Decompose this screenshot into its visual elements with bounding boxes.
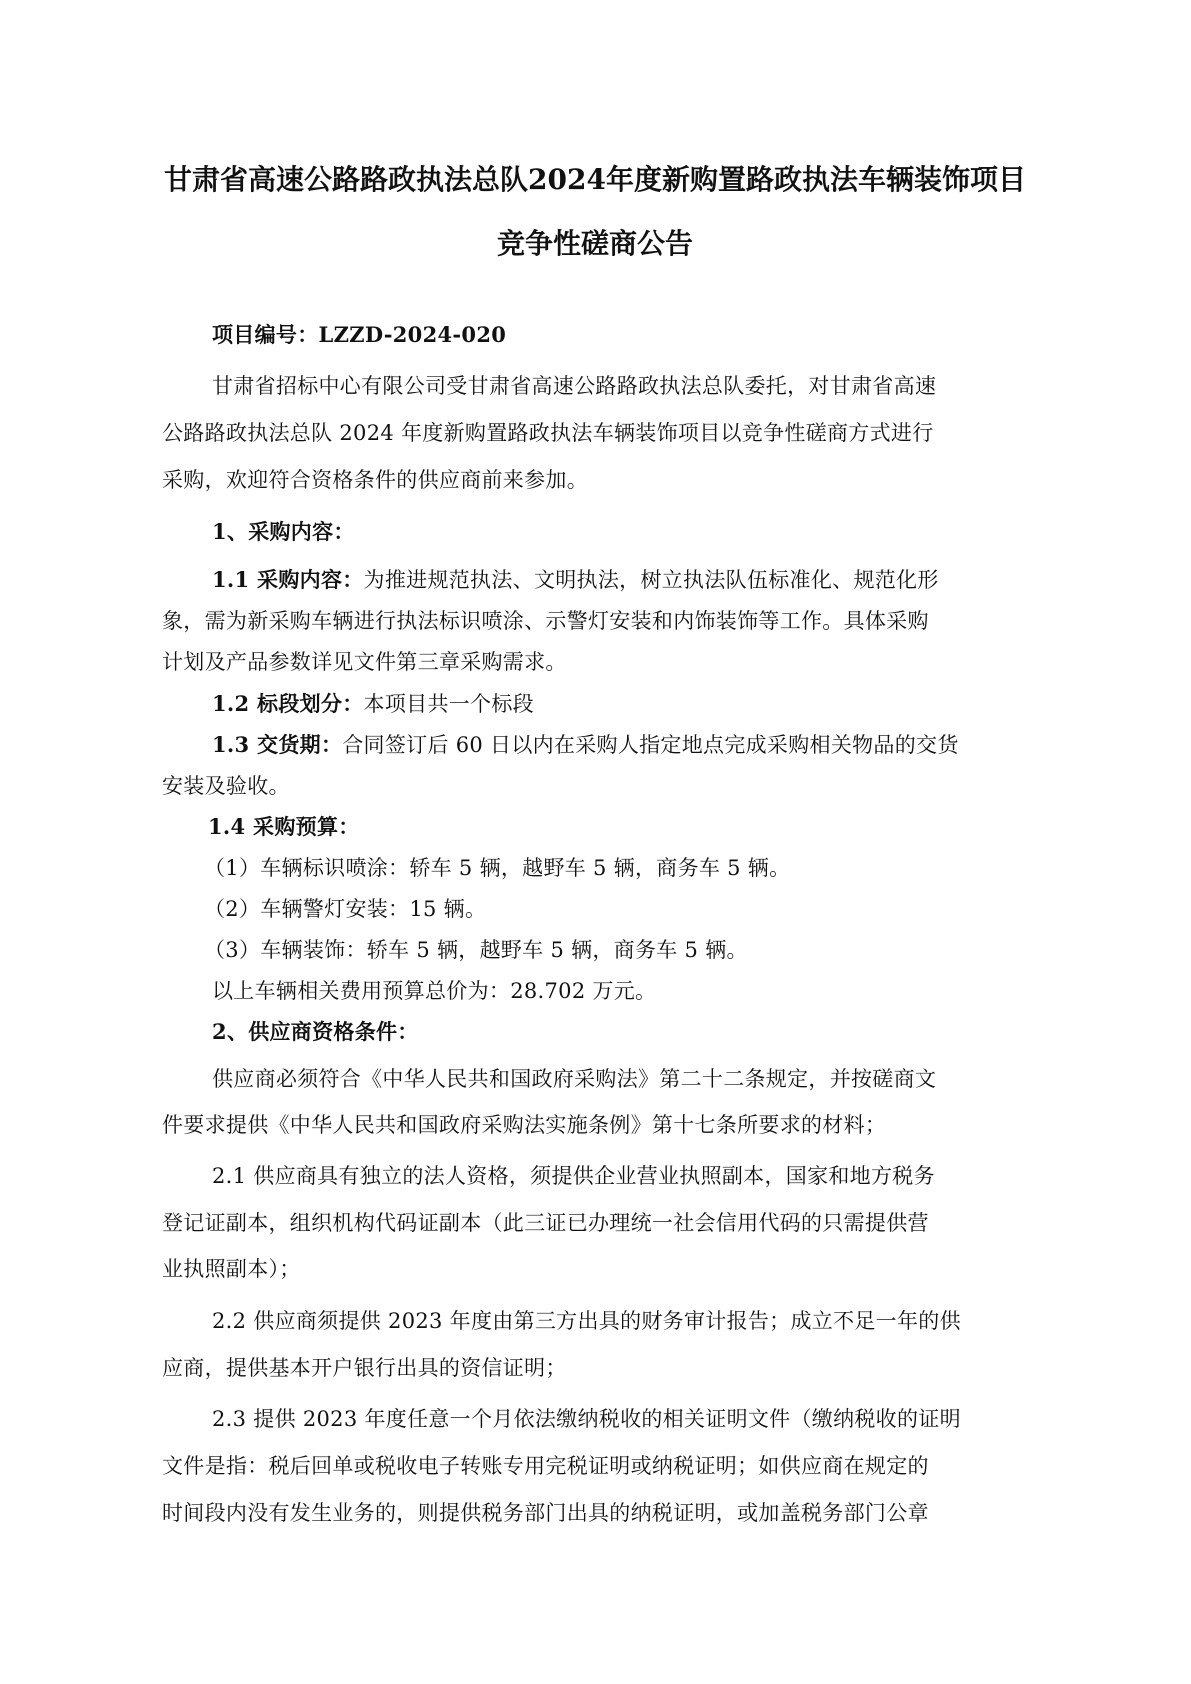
intro-line-1: 甘肃省招标中心有限公司受甘肃省高速公路路政执法总队委托，对甘肃省高速 bbox=[212, 374, 937, 398]
item-1-3-line-2: 安装及验收。 bbox=[162, 774, 290, 798]
section-2-intro-line-1: 供应商必须符合《中华人民共和国政府采购法》第二十二条规定，并按磋商文 bbox=[212, 1067, 937, 1091]
item-2-3-line-2: 文件是指：税后回单或税收电子转账专用完税证明或纳税证明；如供应商在规定的 bbox=[162, 1454, 929, 1478]
item-1-2 bbox=[212, 688, 534, 718]
item-1-1-line-1 bbox=[212, 564, 939, 594]
intro-line-3: 采购，欢迎符合资格条件的供应商前来参加。 bbox=[162, 468, 588, 492]
item-1-4-label: 1.4 采购预算： bbox=[208, 814, 360, 839]
item-1-1-text: 为推进规范执法、文明执法，树立执法队伍标准化、规范化形 bbox=[363, 568, 939, 592]
project-number-label: 项目编号： bbox=[212, 322, 319, 347]
item-2-3-line-1: 2.3 提供 2023 年度任意一个月依法缴纳税收的相关证明文件（缴纳税收的证明 bbox=[212, 1407, 961, 1431]
section-1-heading: 1、采购内容： bbox=[212, 519, 355, 544]
item-2-1-line-1: 2.1 供应商具有独立的法人资格，须提供企业营业执照副本，国家和地方税务 bbox=[212, 1164, 935, 1188]
document-title-line-1: 甘肃省高速公路路政执法总队2024年度新购置路政执法车辆装饰项目 bbox=[164, 163, 1026, 196]
item-2-2-line-2: 应商，提供基本开户银行出具的资信证明； bbox=[162, 1356, 567, 1380]
item-2-1-line-2: 登记证副本，组织机构代码证副本（此三证已办理统一社会信用代码的只需提供营 bbox=[162, 1211, 929, 1235]
section-2-heading: 2、供应商资格条件： bbox=[212, 1019, 419, 1044]
document-title-line-2: 竞争性磋商公告 bbox=[496, 227, 693, 260]
item-1-3-text: 合同签订后 60 日以内在采购人指定地点完成采购相关物品的交货 bbox=[342, 733, 959, 757]
project-number-value: LZZD-2024-020 bbox=[318, 322, 507, 347]
item-1-4-line-4: 以上车辆相关费用预算总价为：28.702 万元。 bbox=[212, 979, 657, 1003]
item-1-2-label: 1.2 标段划分： bbox=[212, 691, 364, 716]
item-1-2-text: 本项目共一个标段 bbox=[363, 692, 534, 716]
project-number bbox=[212, 319, 506, 349]
section-2-intro-line-2: 件要求提供《中华人民共和国政府采购法实施条例》第十七条所要求的材料； bbox=[162, 1113, 887, 1137]
item-1-4-line-1: （1）车辆标识喷涂：轿车 5 辆，越野车 5 辆，商务车 5 辆。 bbox=[204, 856, 791, 880]
item-1-4-line-2: （2）车辆警灯安装：15 辆。 bbox=[204, 897, 487, 921]
item-2-2-line-1: 2.2 供应商须提供 2023 年度由第三方出具的财务审计报告；成立不足一年的供 bbox=[212, 1309, 961, 1333]
item-1-3-line-1 bbox=[212, 729, 959, 759]
item-1-3-label: 1.3 交货期： bbox=[212, 732, 343, 757]
intro-line-2: 公路路政执法总队 2024 年度新购置路政执法车辆装饰项目以竞争性磋商方式进行 bbox=[162, 421, 934, 445]
item-1-1-label: 1.1 采购内容： bbox=[212, 567, 364, 592]
item-2-1-line-3: 业执照副本）； bbox=[162, 1257, 301, 1281]
item-1-1-line-2: 象，需为新采购车辆进行执法标识喷涂、示警灯安装和内饰装饰等工作。具体采购 bbox=[162, 609, 929, 633]
item-2-3-line-3: 时间段内没有发生业务的，则提供税务部门出具的纳税证明，或加盖税务部门公章 bbox=[162, 1501, 929, 1525]
item-1-1-line-3: 计划及产品参数详见文件第三章采购需求。 bbox=[162, 650, 567, 674]
item-1-4-line-3: （3）车辆装饰：轿车 5 辆，越野车 5 辆，商务车 5 辆。 bbox=[204, 938, 748, 962]
